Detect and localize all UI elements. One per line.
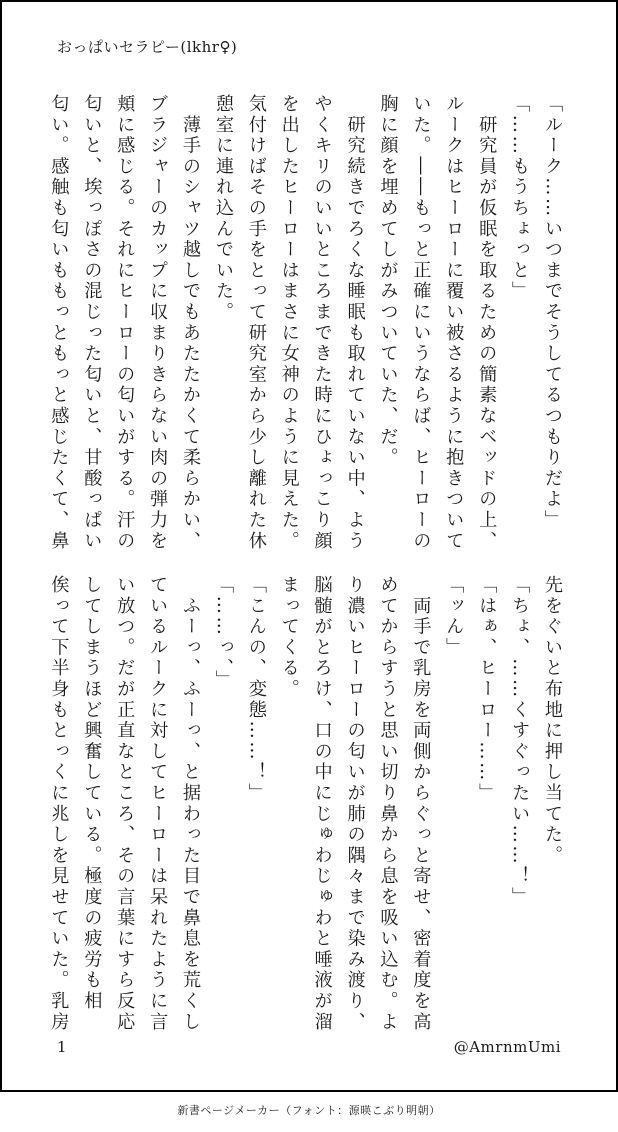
text-column: 「こんの、変態……！」 xyxy=(245,575,267,804)
text-column: 匂い。感触も匂いももっともっと感じたくて、鼻 xyxy=(48,94,70,552)
text-column: ルークはヒーローに覆い被さるように抱きついて xyxy=(443,94,465,552)
text-column: まってくる。 xyxy=(278,575,300,700)
text-column: ているルークに対してヒーローは呆れたように言 xyxy=(147,575,169,1033)
text-column: 先をぐいと布地に押し当てた。 xyxy=(542,575,563,867)
text-column: ふーっ、ふーっ、と据わった目で鼻息を荒くし xyxy=(180,575,202,1033)
text-column: 気付けばその手をとって研究室から少し離れた休 xyxy=(245,94,267,552)
text-column: 研究続きでろくな睡眠も取れていない中、よう xyxy=(344,94,366,552)
text-column: を出したヒーローはまさに女神のように見えた。 xyxy=(278,94,300,552)
text-block-top xyxy=(48,94,568,552)
footer-credit: 新書ページメーカー（フォント：源暎こぶり明朝） xyxy=(177,1104,441,1117)
text-column: り濃いヒーローの匂いが肺の隅々まで染み渡り、 xyxy=(344,575,366,1033)
author-handle: @AmrnmUmi xyxy=(453,1038,561,1056)
text-column: めてからすうと思い切り鼻から息を吸い込む。よ xyxy=(377,575,399,1033)
page-header-title: おっぱいセラピー(lkhr♀) xyxy=(57,38,238,56)
text-column: 匂いと、埃っぽさの混じった匂いと、甘酸っぱい xyxy=(81,94,103,552)
text-column: 俟って下半身もとっくに兆しを見せていた。乳房 xyxy=(48,575,70,1033)
text-column: やくキリのいいところまできた時にひょっこり顔 xyxy=(311,94,333,552)
text-column: 「はぁ、ヒーロー……」 xyxy=(476,575,498,804)
text-column: 「ちょ、……くすぐったい……！」 xyxy=(509,575,531,908)
text-column: い放つ。だが正直なところ、その言葉にすら反応 xyxy=(114,575,136,1033)
text-column: 「ッん」 xyxy=(443,575,465,659)
text-column: 胸に顔を埋めてしがみついていた、だ。 xyxy=(377,94,399,469)
text-column: 研究員が仮眠を取るための簡素なベッドの上、 xyxy=(476,94,498,552)
text-column: 「……もうちょっと」 xyxy=(509,94,531,302)
text-column: ブラジャーのカップに収まりきらない肉の弾力を xyxy=(147,94,169,552)
text-block-bottom xyxy=(48,575,568,1033)
text-column: 憩室に連れ込んでいた。 xyxy=(212,94,234,323)
text-column: 両手で乳房を両側からぐっと寄せ、密着度を高 xyxy=(410,575,432,1033)
text-column: 脳髄がとろけ、口の中にじゅわじゅわと唾液が溜 xyxy=(311,575,333,1033)
text-column: 薄手のシャツ越しでもあたたかくて柔らかい、 xyxy=(180,94,202,552)
text-column: してしまうほど興奮している。極度の疲労も相 xyxy=(81,575,103,1012)
page-number: 1 xyxy=(57,1038,67,1056)
text-column: 「……っ、」 xyxy=(212,575,234,691)
text-column: 頬に感じる。それにヒーローの匂いがする。汗の xyxy=(114,94,136,552)
text-column: 「ルーク……いつまでそうしてるつもりだよ」 xyxy=(542,94,563,531)
text-column: いた。――もっと正確にいうならば、ヒーローの xyxy=(410,94,432,552)
